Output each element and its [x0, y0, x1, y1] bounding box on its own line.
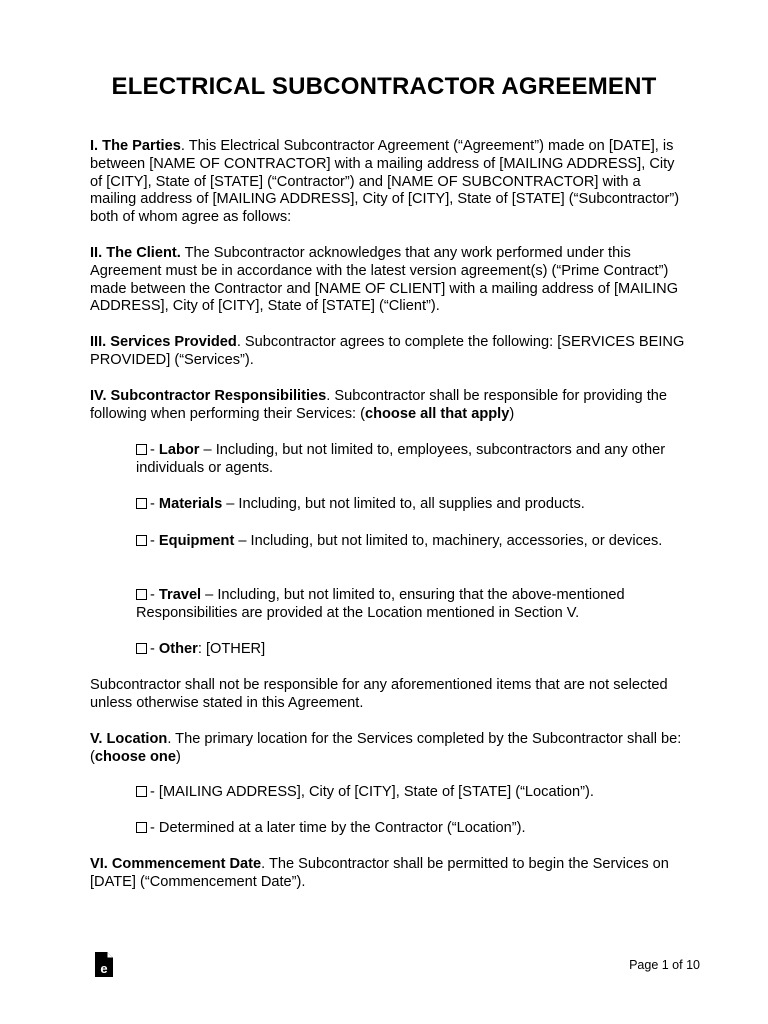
section-heading: V. Location [90, 731, 168, 747]
section-text: The Subcontractor acknowledges that any work performed under this Agreement must be in accordance with the latest version agreement(s) (“Prime Contract”) made between the Contractor and [NAME OF CLIENT] with a mailing address of [MAILING ADDRESS], City of [CITY], State of [STATE] (“Client”). [90, 245, 679, 315]
option-text: – Including, but not limited to, all supplies and products. [222, 496, 585, 512]
section-text: . This Electrical Subcontractor Agreement (“Agreement”) made on [DATE], is between [NAME OF CONTRACTOR] with a mailing address of [MAILING ADDRESS], City of [CITY], State of [STATE] (“Contractor”) and [NAME OF SUBCONTRACTOR] with a mailing address of [MAILING ADDRESS], City of [CITY], State of [STATE] (“Subcontractor”) both of whom agree as follows: [90, 138, 680, 226]
section-text: . The primary location for the Services completed by the Subcontractor shall be: ( [90, 731, 682, 765]
option-text: Determined at a later time by the Contractor (“Location”). [158, 820, 526, 836]
responsibilities-note: Subcontractor shall not be responsible for any aforementioned items that are not selected unless otherwise stated in this Agreement. [90, 677, 668, 711]
checkbox[interactable] [136, 589, 147, 600]
option-text: [MAILING ADDRESS], City of [CITY], State of [STATE] (“Location”). [158, 784, 594, 800]
checkbox[interactable] [136, 498, 147, 509]
section-client [90, 245, 690, 316]
choose-instruction: choose one [94, 748, 176, 765]
section-heading: I. The Parties [90, 138, 181, 154]
option-label: Other [158, 641, 198, 657]
checkbox[interactable] [136, 444, 147, 455]
choose-instruction: choose all that apply [364, 405, 510, 422]
location-option-address: - [MAILING ADDRESS], City of [CITY], State of [STATE] (“Location”). [136, 784, 676, 802]
option-labor: - Labor – Including, but not limited to, employees, subcontractors and any other individuals or agents. [136, 442, 666, 476]
option-text: – Including, but not limited to, employees, subcontractors and any other individuals or agents. [136, 442, 666, 476]
option-equipment: - Equipment – Including, but not limited to, machinery, accessories, or devices. [136, 533, 676, 551]
section-parties [90, 138, 690, 227]
option-label: Equipment [158, 533, 235, 549]
eforms-logo-icon [94, 951, 114, 978]
page-number: Page 1 of 10 [629, 958, 700, 972]
section-location: V. Location. The primary location for the Services completed by the Subcontractor shall be: (choose one) [90, 731, 682, 765]
section-heading: II. The Client. [90, 245, 181, 261]
option-materials: - Materials – Including, but not limited to, all supplies and products. [136, 496, 676, 514]
svg-text:e: e [100, 961, 108, 976]
option-label: Travel [158, 587, 202, 603]
checkbox[interactable] [136, 786, 147, 797]
checkbox[interactable] [136, 535, 147, 546]
section-text: . Subcontractor agrees to complete the following: [SERVICES BEING PROVIDED] (“Services”). [90, 334, 685, 368]
section-heading: VI. Commencement Date [90, 856, 262, 872]
checkbox[interactable] [136, 643, 147, 654]
section-text: . The Subcontractor shall be permitted to begin the Services on [DATE] (“Commencement Date”). [90, 856, 669, 890]
location-option-later: - Determined at a later time by the Contractor (“Location”). [136, 820, 676, 838]
section-responsibilities: IV. Subcontractor Responsibilities. Subcontractor shall be responsible for providing the following when performing their Services: (choose all that apply) [90, 388, 667, 422]
option-text: : [OTHER] [197, 641, 266, 657]
option-text: – Including, but not limited to, machinery, accessories, or devices. [234, 533, 663, 549]
option-text: – Including, but not limited to, ensuring that the above-mentioned Responsibilities are provided at the Location mentioned in Section V. [136, 587, 625, 621]
option-label: Materials [158, 496, 223, 512]
option-travel: - Travel – Including, but not limited to, ensuring that the above-mentioned Responsibilities are provided at the Location mentioned in Section V. [136, 587, 625, 621]
document-title: ELECTRICAL SUBCONTRACTOR AGREEMENT [111, 73, 657, 100]
option-other: - Other: [OTHER] [136, 641, 676, 659]
section-services [90, 334, 690, 370]
section-heading: III. Services Provided [90, 334, 237, 350]
option-label: Labor [158, 442, 200, 458]
section-text: . Subcontractor shall be responsible for providing the following when performing their Services: ( [90, 388, 667, 422]
checkbox[interactable] [136, 822, 147, 833]
section-commencement [90, 856, 690, 892]
section-heading: IV. Subcontractor Responsibilities [90, 388, 327, 404]
